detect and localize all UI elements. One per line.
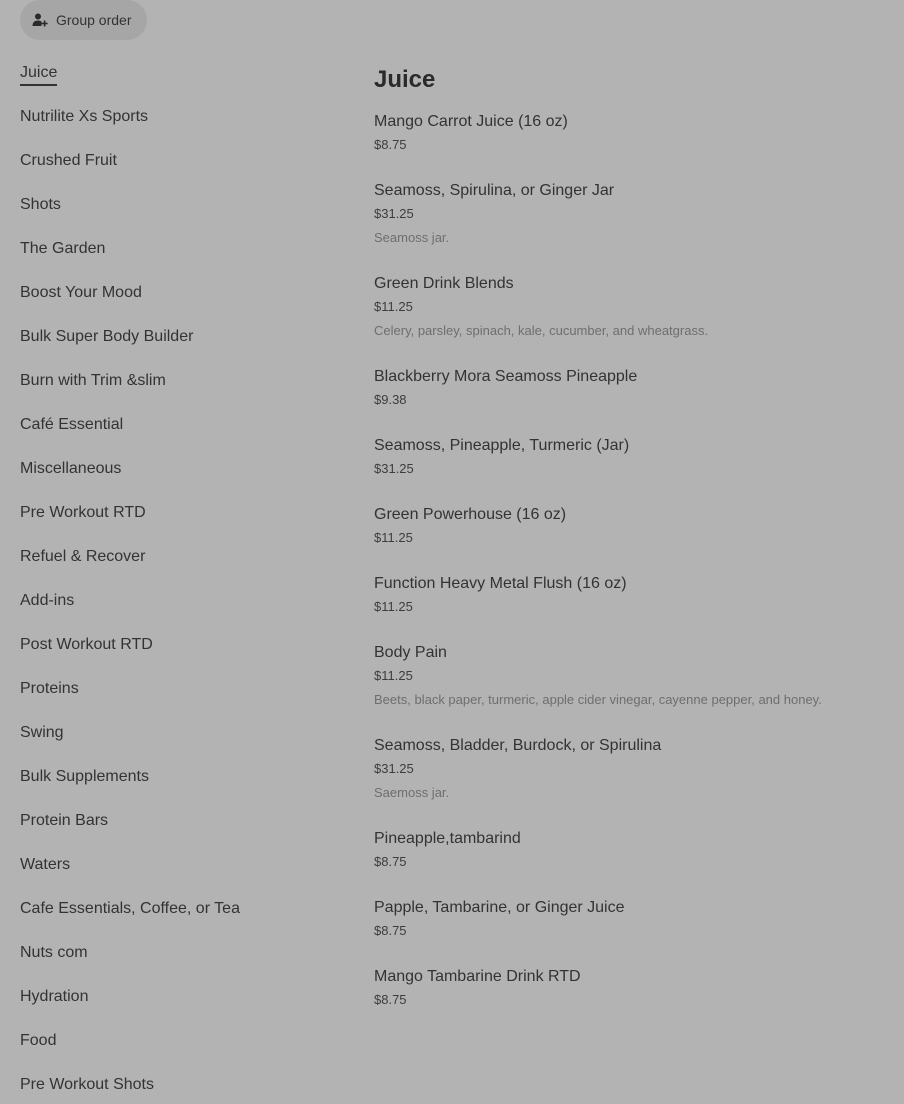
group-order-button[interactable] <box>20 0 147 40</box>
sidebar-item-label: Proteins <box>20 680 79 697</box>
menu-item[interactable] <box>374 366 894 409</box>
menu-item[interactable] <box>374 642 894 709</box>
menu-item-price: $11.25 <box>374 299 413 314</box>
menu-item[interactable] <box>374 735 894 802</box>
menu-item-name: Mango Tambarine Drink RTD <box>374 968 581 985</box>
sidebar-item-label: Juice <box>20 62 57 86</box>
menu-item[interactable] <box>374 273 894 340</box>
menu-item[interactable] <box>374 573 894 616</box>
menu-item-name: Seamoss, Bladder, Burdock, or Spirulina <box>374 737 662 754</box>
sidebar-item[interactable] <box>20 414 340 458</box>
sidebar-item[interactable] <box>20 766 340 810</box>
sidebar-item-label: Pre Workout RTD <box>20 504 146 521</box>
sidebar-item[interactable] <box>20 810 340 854</box>
sidebar-item-label: Shots <box>20 196 61 213</box>
sidebar-item[interactable] <box>20 898 340 942</box>
sidebar-item-label: Food <box>20 1032 57 1049</box>
sidebar-item-label: Hydration <box>20 988 89 1005</box>
sidebar-item[interactable] <box>20 854 340 898</box>
sidebar-item-label: Cafe Essentials, Coffee, or Tea <box>20 900 240 917</box>
sidebar-item-label: Café Essential <box>20 416 124 433</box>
menu-item-name: Body Pain <box>374 644 447 661</box>
sidebar-item-label: Bulk Super Body Builder <box>20 328 194 345</box>
menu-item-name: Function Heavy Metal Flush (16 oz) <box>374 575 627 592</box>
sidebar-item-label: The Garden <box>20 240 106 257</box>
menu-item[interactable] <box>374 504 894 547</box>
sidebar-item[interactable] <box>20 150 340 194</box>
menu-section <box>374 64 894 1035</box>
menu-item-price: $11.25 <box>374 599 413 614</box>
sidebar-item-label: Crushed Fruit <box>20 152 117 169</box>
sidebar-item[interactable] <box>20 106 340 150</box>
sidebar-item-label: Refuel & Recover <box>20 548 146 565</box>
menu-item-name: Green Drink Blends <box>374 275 514 292</box>
sidebar-item-label: Boost Your Mood <box>20 284 142 301</box>
sidebar-item[interactable] <box>20 326 340 370</box>
menu-item[interactable] <box>374 435 894 478</box>
menu-item-price: $11.25 <box>374 668 413 683</box>
sidebar-item[interactable] <box>20 1030 340 1074</box>
menu-item-price: $31.25 <box>374 761 414 776</box>
menu-item-price: $11.25 <box>374 530 413 545</box>
menu-item-name: Seamoss, Pineapple, Turmeric (Jar) <box>374 437 630 454</box>
sidebar-item[interactable] <box>20 942 340 986</box>
sidebar-item[interactable] <box>20 986 340 1030</box>
sidebar-item[interactable] <box>20 458 340 502</box>
sidebar-item[interactable] <box>20 678 340 722</box>
menu-item-name: Pineapple,tambarind <box>374 830 521 847</box>
category-sidebar <box>20 62 340 1104</box>
sidebar-item[interactable] <box>20 62 340 106</box>
sidebar-item-label: Post Workout RTD <box>20 636 153 653</box>
menu-item[interactable] <box>374 828 894 871</box>
sidebar-item[interactable] <box>20 590 340 634</box>
sidebar-item-label: Bulk Supplements <box>20 768 149 785</box>
sidebar-item[interactable] <box>20 502 340 546</box>
menu-item-price: $8.75 <box>374 992 407 1007</box>
sidebar-item-label: Protein Bars <box>20 812 109 829</box>
menu-item-price: $9.38 <box>374 392 407 407</box>
menu-item-name: Blackberry Mora Seamoss Pineapple <box>374 368 638 385</box>
add-person-icon <box>32 12 48 28</box>
sidebar-item[interactable] <box>20 722 340 766</box>
menu-item-price: $8.75 <box>374 923 407 938</box>
sidebar-item[interactable] <box>20 370 340 414</box>
menu-item[interactable] <box>374 966 894 1009</box>
menu-item-name: Green Powerhouse (16 oz) <box>374 506 567 523</box>
menu-item-price: $8.75 <box>374 137 407 152</box>
sidebar-item-label: Miscellaneous <box>20 460 122 477</box>
menu-item-name: Mango Carrot Juice (16 oz) <box>374 113 568 130</box>
sidebar-item-label: Pre Workout Shots <box>20 1076 154 1093</box>
sidebar-item[interactable] <box>20 282 340 326</box>
sidebar-item-label: Nuts com <box>20 944 88 961</box>
group-order-label: Group order <box>56 12 132 28</box>
menu-item[interactable] <box>374 180 894 247</box>
sidebar-item[interactable] <box>20 546 340 590</box>
menu-item-name: Seamoss, Spirulina, or Ginger Jar <box>374 182 615 199</box>
menu-item-description: Beets, black paper, turmeric, apple cider vinegar, cayenne pepper, and honey. <box>374 692 822 707</box>
section-title: Juice <box>374 66 436 93</box>
sidebar-item-label: Swing <box>20 724 64 741</box>
menu-item-name: Papple, Tambarine, or Ginger Juice <box>374 899 625 916</box>
sidebar-item[interactable] <box>20 194 340 238</box>
sidebar-item[interactable] <box>20 1074 340 1104</box>
sidebar-item-label: Waters <box>20 856 71 873</box>
menu-item-price: $8.75 <box>374 854 407 869</box>
menu-item[interactable] <box>374 111 894 154</box>
menu-item-description: Celery, parsley, spinach, kale, cucumber, and wheatgrass. <box>374 323 709 338</box>
menu-item-description: Saemoss jar. <box>374 785 450 800</box>
sidebar-item-label: Burn with Trim &slim <box>20 372 166 389</box>
menu-item-list <box>374 111 894 1009</box>
sidebar-item-label: Nutrilite Xs Sports <box>20 108 149 125</box>
menu-item-price: $31.25 <box>374 206 414 221</box>
sidebar-item[interactable] <box>20 634 340 678</box>
menu-item-description: Seamoss jar. <box>374 230 450 245</box>
menu-item-price: $31.25 <box>374 461 414 476</box>
sidebar-item-label: Add-ins <box>20 592 75 609</box>
sidebar-item[interactable] <box>20 238 340 282</box>
menu-item[interactable] <box>374 897 894 940</box>
